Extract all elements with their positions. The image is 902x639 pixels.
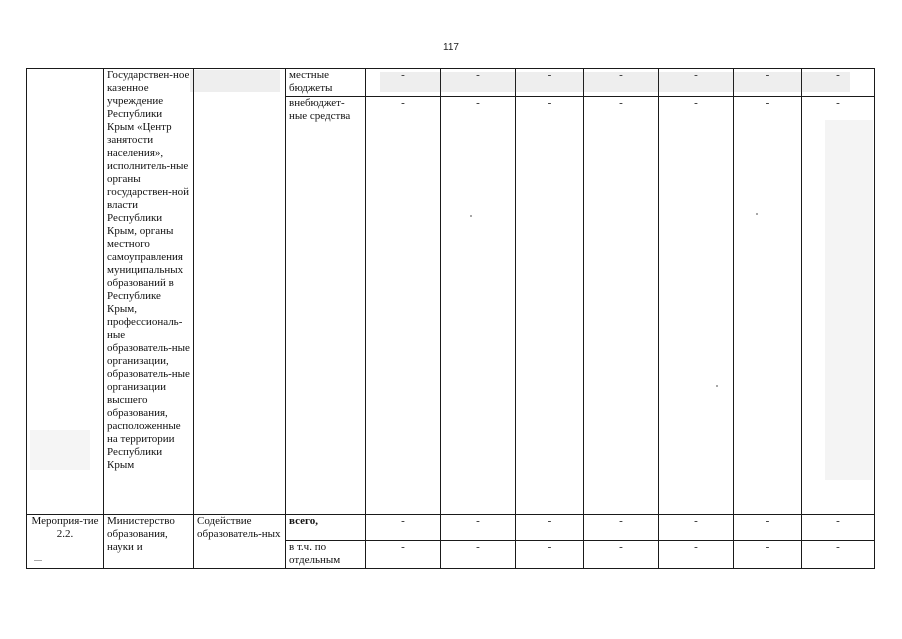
description-cell <box>194 69 286 515</box>
value-cell: - <box>516 541 584 569</box>
value-cell: - <box>802 97 875 515</box>
description-cell: Содействие образователь-ных <box>194 515 286 569</box>
value-cell: - <box>584 69 659 97</box>
funding-source-cell: в т.ч. по отдельным <box>286 541 366 569</box>
value-cell: - <box>584 541 659 569</box>
page-number: 117 <box>443 42 459 53</box>
executor-cell: Государствен-ное казенное учреждение Республики Крым «Центр занятости населения», исполнитель-ные органы государствен-ной власти Республики Крым, органы местного самоуправления муниципальных образований в Республике Крым, профессиональ-ные образователь-ные организации, образователь-ные организации высшего образования, расположенные на территории Республики Крым <box>104 69 194 515</box>
value-cell: - <box>441 541 516 569</box>
value-cell: - <box>659 69 734 97</box>
value-cell: - <box>659 541 734 569</box>
executor-cell: Министерство образования, науки и <box>104 515 194 569</box>
value-cell: - <box>366 69 441 97</box>
value-cell: - <box>441 515 516 541</box>
value-cell: - <box>659 97 734 515</box>
value-cell: - <box>734 97 802 515</box>
funding-source-cell: местные бюджеты <box>286 69 366 97</box>
funding-source-cell: всего, <box>286 515 366 541</box>
value-cell: - <box>366 97 441 515</box>
table-row <box>27 515 875 541</box>
value-cell: - <box>659 515 734 541</box>
value-cell: - <box>516 97 584 515</box>
value-cell: - <box>584 97 659 515</box>
value-cell: - <box>584 515 659 541</box>
program-activities-table <box>26 68 875 569</box>
funding-source-cell: внебюджет-ные средства <box>286 97 366 515</box>
value-cell: - <box>516 515 584 541</box>
value-cell: - <box>516 69 584 97</box>
value-cell: - <box>802 541 875 569</box>
table-row <box>27 69 875 97</box>
value-cell: - <box>802 69 875 97</box>
value-cell: - <box>441 69 516 97</box>
value-cell: - <box>734 541 802 569</box>
value-cell: - <box>441 97 516 515</box>
value-cell: - <box>802 515 875 541</box>
value-cell: - <box>366 541 441 569</box>
activity-cell: Мероприя-тие 2.2. <box>27 515 104 569</box>
value-cell: - <box>734 515 802 541</box>
value-cell: - <box>366 515 441 541</box>
value-cell: - <box>734 69 802 97</box>
activity-cell <box>27 69 104 515</box>
